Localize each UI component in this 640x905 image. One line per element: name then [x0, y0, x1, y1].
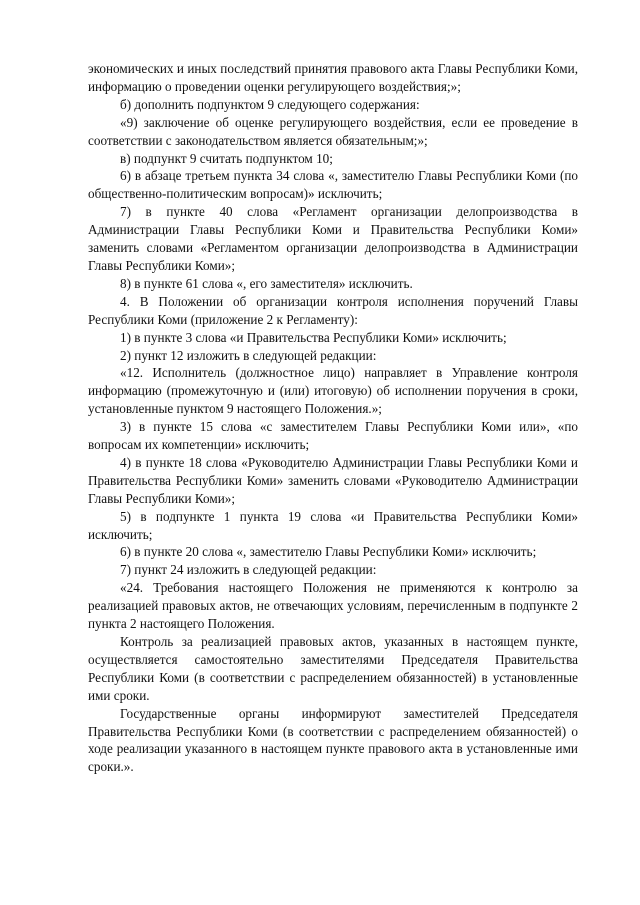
- paragraph: Контроль за реализацией правовых актов, указанных в настоящем пункте, осуществляется самостоятельно заместителями Председателя Правительства Республики Коми (в соответствии с распределением обязанностей) в установленные ими сроки.: [88, 634, 578, 703]
- paragraph: «12. Исполнитель (должностное лицо) направляет в Управление контроля информацию (промежуточную и (или) итоговую) об исполнении поручения в сроки, установленные пунктом 9 настоящего Положения.»;: [88, 365, 578, 417]
- paragraph-continuation: экономических и иных последствий принятия правового акта Главы Республики Коми, информацию о проведении оценки регулирующего воздействия;»;: [88, 61, 578, 94]
- paragraph: «24. Требования настоящего Положения не применяются к контролю за реализацией правовых актов, не отвечающих условиям, перечисленным в подпункте 2 пункта 2 настоящего Положения.: [88, 580, 578, 632]
- paragraph: 7) в пункте 40 слова «Регламент организации делопроизводства в Администрации Главы Республики Коми и Правительства Республики Коми» заменить словами «Регламентом организации делопроизводства в Администрации Главы Республики Коми»;: [88, 204, 578, 273]
- paragraph: в) подпункт 9 считать подпунктом 10;: [120, 150, 333, 166]
- paragraph: 5) в подпункте 1 пункта 19 слова «и Правительства Республики Коми» исключить;: [88, 508, 578, 542]
- paragraph: «9) заключение об оценке регулирующего воздействия, если ее проведение в соответствии с законодательством является обязательным;»;: [88, 114, 578, 148]
- paragraph: 4) в пункте 18 слова «Руководителю Администрации Главы Республики Коми и Правительства Республики Коми» заменить словами «Руководителю Администрации Главы Республики Коми»;: [88, 454, 578, 506]
- paragraph: 8) в пункте 61 слова «, его заместителя» исключить.: [120, 275, 413, 291]
- paragraph: 6) в пункте 20 слова «, заместителю Главы Республики Коми» исключить;: [120, 544, 537, 560]
- document-page: [88, 60, 578, 776]
- paragraph: б) дополнить подпунктом 9 следующего содержания:: [120, 96, 420, 112]
- paragraph: 6) в абзаце третьем пункта 34 слова «, заместителю Главы Республики Коми (по общественно-политическим вопросам)» исключить;: [88, 168, 578, 202]
- paragraph: Государственные органы информируют заместителей Председателя Правительства Республики Коми (в соответствии с распределением обязанностей) о ходе реализации указанного в настоящем пункте правового акта в установленные ими сроки.».: [88, 705, 578, 775]
- paragraph: 2) пункт 12 изложить в следующей редакции:: [120, 347, 377, 363]
- paragraph: 7) пункт 24 изложить в следующей редакции:: [120, 562, 377, 578]
- paragraph: 4. В Положении об организации контроля исполнения поручений Главы Республики Коми (приложение 2 к Регламенту):: [88, 293, 578, 327]
- paragraph: 1) в пункте 3 слова «и Правительства Республики Коми» исключить;: [120, 329, 507, 345]
- paragraph: 3) в пункте 15 слова «с заместителем Главы Республики Коми или», «по вопросам их компетенции» исключить;: [88, 419, 578, 453]
